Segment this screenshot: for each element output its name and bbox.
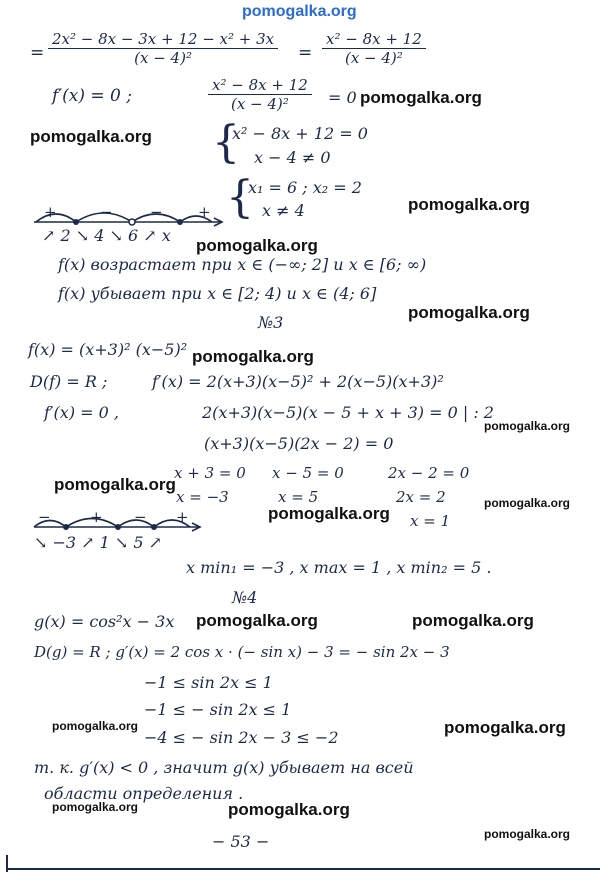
sign-minus: − — [38, 508, 51, 526]
page-bottom-line — [6, 868, 600, 870]
watermark: pomogalka.org — [52, 719, 139, 733]
number-line-2-labels: ↘ −3 ↗ 1 ↘ 5 ↗ — [34, 533, 163, 552]
sign-minus: − — [100, 203, 113, 221]
sign-minus: − — [150, 203, 163, 221]
fraction-2-denominator: (x − 4)² — [344, 49, 403, 67]
number-line-1-labels: ↗ 2 ↘ 4 ↘ 6 ↗ x — [42, 226, 171, 245]
equals-zero: = 0 — [328, 88, 357, 107]
derivative-3: f′(x) = 2(x+3)(x−5)² + 2(x−5)(x+3)² — [152, 372, 444, 391]
root-c-eq: 2x − 2 = 0 — [388, 464, 470, 482]
inequality-2: −1 ≤ − sin 2x ≤ 1 — [144, 700, 292, 719]
task-number-4: №4 — [232, 588, 258, 607]
task-number-3: №3 — [258, 313, 284, 332]
system-2-eq-b: x ≠ 4 — [262, 201, 305, 220]
derivative-3-zero: f′(x) = 0 , — [44, 403, 119, 422]
fraction-3-numerator: x² − 8x + 12 — [208, 76, 312, 95]
sign-plus: + — [176, 508, 189, 526]
watermark: pomogalka.org — [192, 347, 314, 366]
number-line-2-point — [151, 524, 157, 530]
fraction-1-numerator: 2x² − 8x − 3x + 12 − x² + 3x — [48, 30, 278, 49]
sign-plus: + — [198, 203, 211, 221]
function-4: g(x) = cos²x − 3x — [34, 612, 175, 631]
watermark: pomogalka.org — [52, 800, 139, 814]
watermark: pomogalka.org — [408, 303, 530, 322]
system-brace: { — [212, 117, 240, 168]
watermark-top: pomogalka.org — [242, 3, 357, 20]
number-line-1-point — [177, 219, 183, 225]
equals-sign: = — [30, 43, 45, 63]
watermark: pomogalka.org — [360, 88, 482, 107]
derivative-zero: f′(x) = 0 ; — [52, 86, 133, 106]
system-brace: { — [226, 172, 254, 223]
watermark: pomogalka.org — [408, 195, 530, 214]
root-b-value: x = 5 — [278, 488, 319, 506]
watermark: pomogalka.org — [54, 475, 176, 494]
inequality-1: −1 ≤ sin 2x ≤ 1 — [144, 673, 273, 692]
decreasing-interval: f(x) убывает при x ∈ [2; 4) и x ∈ (4; 6] — [58, 284, 377, 303]
equation-step-2: (x+3)(x−5)(2x − 2) = 0 — [204, 434, 394, 453]
watermark: pomogalka.org — [196, 236, 318, 255]
watermark: pomogalka.org — [412, 611, 534, 630]
function-3: f(x) = (x+3)² (x−5)² — [28, 340, 188, 359]
watermark: pomogalka.org — [484, 827, 571, 841]
fraction-3-denominator: (x − 4)² — [230, 95, 289, 113]
watermark: pomogalka.org — [444, 718, 566, 737]
number-line-1-point — [73, 219, 79, 225]
watermark: pomogalka.org — [30, 127, 152, 146]
inequality-3: −4 ≤ − sin 2x − 3 ≤ −2 — [144, 728, 339, 747]
domain-3: D(f) = R ; — [30, 372, 108, 391]
watermark: pomogalka.org — [228, 800, 350, 819]
derivative-4: D(g) = R ; g′(x) = 2 cos x · (− sin x) − 3 = − sin 2x − 3 — [34, 643, 450, 661]
watermark: pomogalka.org — [484, 419, 571, 433]
fraction-2-numerator: x² − 8x + 12 — [322, 30, 426, 49]
root-c-value: x = 1 — [410, 512, 451, 530]
system-1-eq-b: x − 4 ≠ 0 — [254, 148, 331, 167]
root-a-value: x = −3 — [176, 488, 229, 506]
sign-plus: + — [44, 203, 57, 221]
number-line-2-point — [115, 524, 121, 530]
page-number: − 53 − — [212, 832, 270, 851]
watermark: pomogalka.org — [268, 504, 390, 523]
root-b-eq: x − 5 = 0 — [272, 464, 344, 482]
sign-plus: + — [90, 508, 103, 526]
equals-sign: = — [298, 43, 313, 63]
conclusion-line-1: т. к. g′(x) < 0 , значит g(x) убывает на всей — [34, 758, 414, 777]
watermark: pomogalka.org — [196, 611, 318, 630]
root-a-eq: x + 3 = 0 — [174, 464, 246, 482]
fraction-1-denominator: (x − 4)² — [134, 49, 192, 67]
number-line-1-hole — [129, 219, 135, 225]
conclusion-line-2: области определения . — [44, 784, 244, 803]
number-line-2-point — [63, 524, 69, 530]
sign-minus: − — [134, 508, 147, 526]
watermark: pomogalka.org — [484, 496, 571, 510]
extrema-points: x min₁ = −3 , x max = 1 , x min₂ = 5 . — [186, 558, 492, 577]
increasing-interval: f(x) возрастает при x ∈ (−∞; 2] и x ∈ [6; ∞) — [58, 255, 427, 274]
system-2-eq-a: x₁ = 6 ; x₂ = 2 — [248, 178, 362, 197]
system-1-eq-a: x² − 8x + 12 = 0 — [232, 124, 368, 143]
equation-step-1: 2(x+3)(x−5)(x − 5 + x + 3) = 0 | : 2 — [202, 403, 494, 422]
root-c-step: 2x = 2 — [396, 488, 446, 506]
